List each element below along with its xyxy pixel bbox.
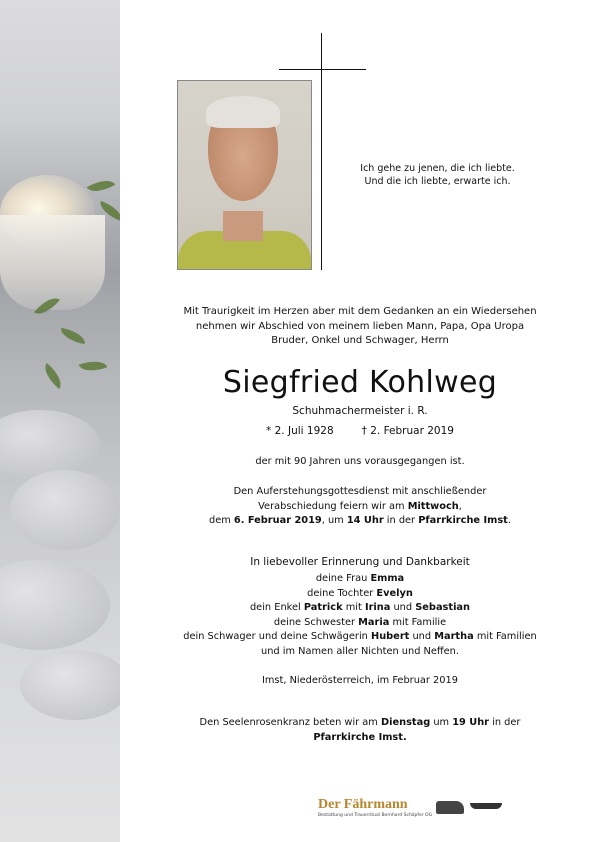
mourner-line: deine Schwester Maria mit Familie: [273, 616, 447, 628]
stone-shape: [10, 470, 120, 550]
boat-icon: [470, 803, 502, 809]
decorative-candle-sidebar: [0, 0, 120, 842]
rosary-line: Pfarrkirche Imst.: [313, 731, 407, 743]
stone-shape: [0, 410, 100, 480]
rosary-line: Den Seelenrosenkranz beten wir am Dienstag um 19 Uhr in der: [199, 717, 521, 728]
deceased-title: Schuhmachermeister i. R.: [292, 405, 428, 417]
quote-line: Ich gehe zu jenen, die ich liebte.: [360, 163, 515, 174]
portrait-photo: [177, 80, 312, 270]
place-date: Imst, Niederösterreich, im Februar 2019: [262, 675, 458, 686]
leaf-shape: [59, 328, 87, 344]
service-line: dem 6. Februar 2019, um 14 Uhr in der Pfarrkirche Imst.: [209, 515, 511, 526]
hearse-icon: [436, 801, 464, 814]
death-date: † 2. Februar 2019: [361, 425, 454, 437]
service-line: Verabschiedung feiern wir am Mittwoch,: [258, 500, 462, 512]
deceased-name: Siegfried Kohlweg: [222, 365, 498, 400]
quote-line: Und die ich liebte, erwarte ich.: [364, 176, 511, 187]
rosary-text: [150, 716, 570, 745]
intro-line: Mit Traurigkeit im Herzen aber mit dem Gedanken an ein Wiedersehen: [183, 306, 537, 317]
mourners-heading: In liebevoller Erinnerung und Dankbarkeit: [250, 556, 470, 568]
birth-date: * 2. Juli 1928: [266, 425, 334, 437]
leaf-shape: [39, 363, 67, 389]
mourner-line: deine Frau Emma: [315, 573, 405, 584]
mourner-line: dein Enkel Patrick mit Irina und Sebastian: [249, 602, 471, 613]
stone-shape: [20, 650, 120, 720]
funeral-home-subtitle: Bestattung und Trauerritual Bernhard Schöpfer OG: [318, 813, 433, 818]
age-line: der mit 90 Jahren uns vorausgegangen ist.: [255, 456, 465, 467]
leaf-shape: [79, 356, 108, 376]
intro-line: Bruder, Onkel und Schwager, Herrn: [271, 335, 449, 346]
intro-text: [150, 305, 570, 349]
memorial-quote: [345, 162, 530, 188]
stone-shape: [0, 560, 110, 650]
service-text: [150, 485, 570, 529]
leaf-shape: [87, 174, 116, 197]
cross-horizontal-bar: [279, 69, 366, 70]
mourner-line: dein Schwager und deine Schwägerin Hubert und Martha mit Familien: [183, 631, 537, 642]
intro-line: nehmen wir Abschied von meinem lieben Mann, Papa, Opa Uropa: [195, 320, 525, 332]
mourner-line: deine Tochter Evelyn: [307, 587, 413, 599]
service-line: Den Auferstehungsgottesdienst mit anschließender: [233, 486, 487, 497]
mourners-list: [150, 572, 570, 659]
photo-neck: [223, 211, 263, 241]
candle-image: [0, 215, 105, 310]
mourner-line: und im Namen aller Nichten und Neffen.: [260, 645, 460, 657]
life-dates: [150, 425, 570, 437]
funeral-home-logo: Der Fährmann: [318, 797, 408, 812]
photo-hair: [206, 96, 280, 128]
